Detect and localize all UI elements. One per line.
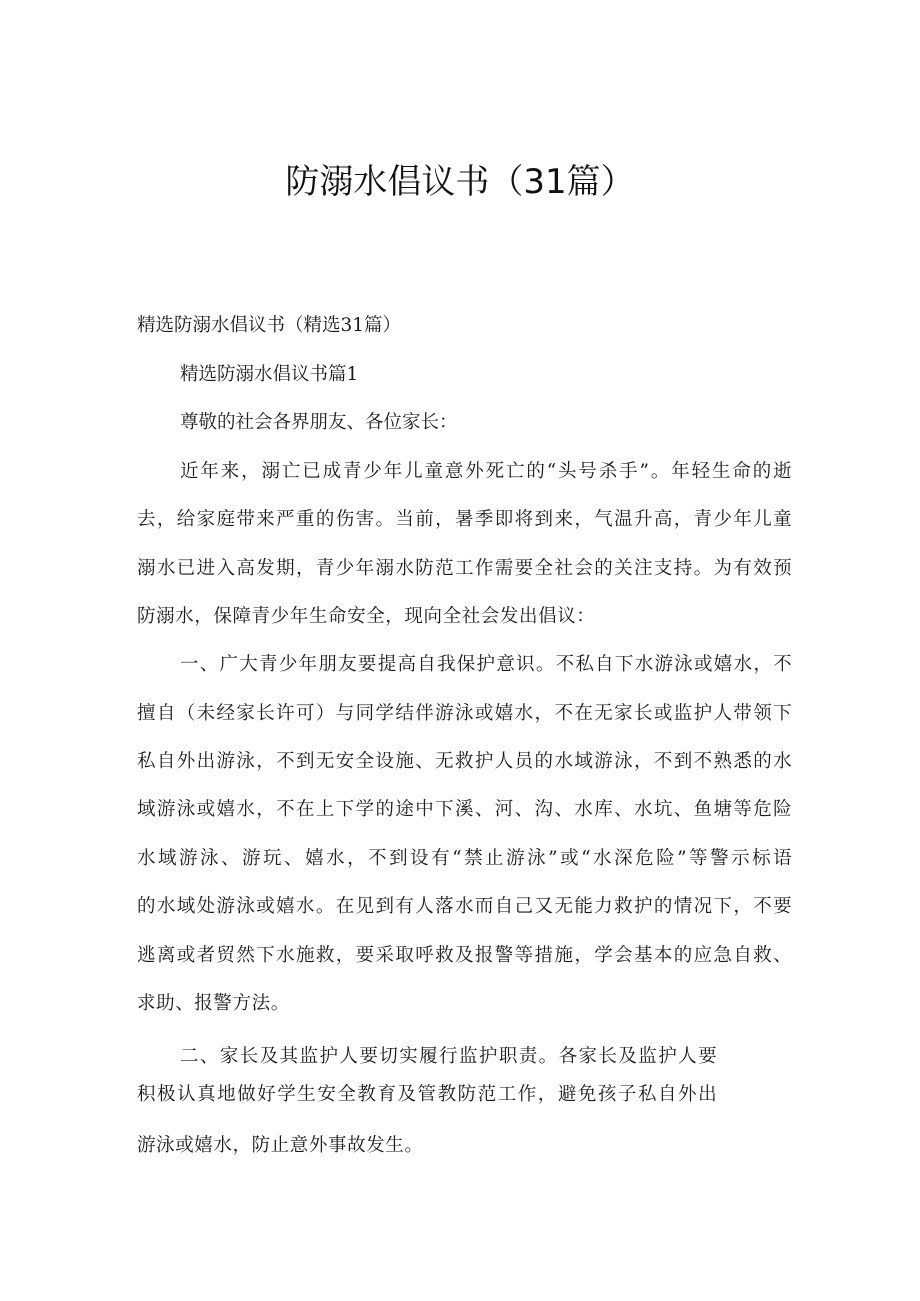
paragraph-line: 溺水已进入高发期，青少年溺水防范工作需要全社会的关注支持。为有效预	[137, 558, 792, 579]
paragraph-line: 游泳或嬉水，防止意外事故发生。	[137, 1135, 424, 1156]
paragraph-line: 求助、报警方法。	[137, 993, 290, 1014]
document-title: 防溺水倡议书（31篇）	[285, 162, 635, 202]
paragraph-line: 一、广大青少年朋友要提高自我保护意识。不私自下水游泳或嬉水，不	[180, 654, 792, 675]
paragraph-line: 逃离或者贸然下水施救，要采取呼救及报警等措施，学会基本的应急自救、	[137, 945, 792, 966]
paragraph-line: 防溺水，保障青少年生命安全，现向全社会发出倡议：	[137, 606, 596, 627]
section-heading: 精选防溺水倡议书篇1	[180, 364, 359, 385]
document-subtitle: 精选防溺水倡议书（精选31篇）	[137, 315, 402, 336]
paragraph-line: 擅自（未经家长许可）与同学结伴游泳或嬉水，不在无家长或监护人带领下	[137, 703, 792, 724]
paragraph-line: 水域游泳、游玩、嬉水，不到设有“禁止游泳”或“水深危险”等警示标语	[137, 848, 792, 869]
paragraph-line: 近年来，溺亡已成青少年儿童意外死亡的“头号杀手”。年轻生命的逝	[180, 461, 792, 482]
paragraph-line: 私自外出游泳，不到无安全设施、无救护人员的水域游泳，不到不熟悉的水	[137, 751, 792, 772]
paragraph-line: 二、家长及其监护人要切实履行监护职责。各家长及监护人要	[180, 1046, 717, 1067]
paragraph-line: 去，给家庭带来严重的伤害。当前，暑季即将到来，气温升高，青少年儿童	[137, 509, 792, 530]
paragraph-line: 域游泳或嬉水，不在上下学的途中下溪、河、沟、水库、水坑、鱼塘等危险	[137, 799, 792, 820]
greeting-line: 尊敬的社会各界朋友、各位家长：	[180, 412, 458, 433]
paragraph-line: 积极认真地做好学生安全教育及管教防范工作，避免孩子私自外出	[137, 1084, 717, 1105]
paragraph-line: 的水域处游泳或嬉水。在见到有人落水而自己又无能力救护的情况下，不要	[137, 896, 792, 917]
